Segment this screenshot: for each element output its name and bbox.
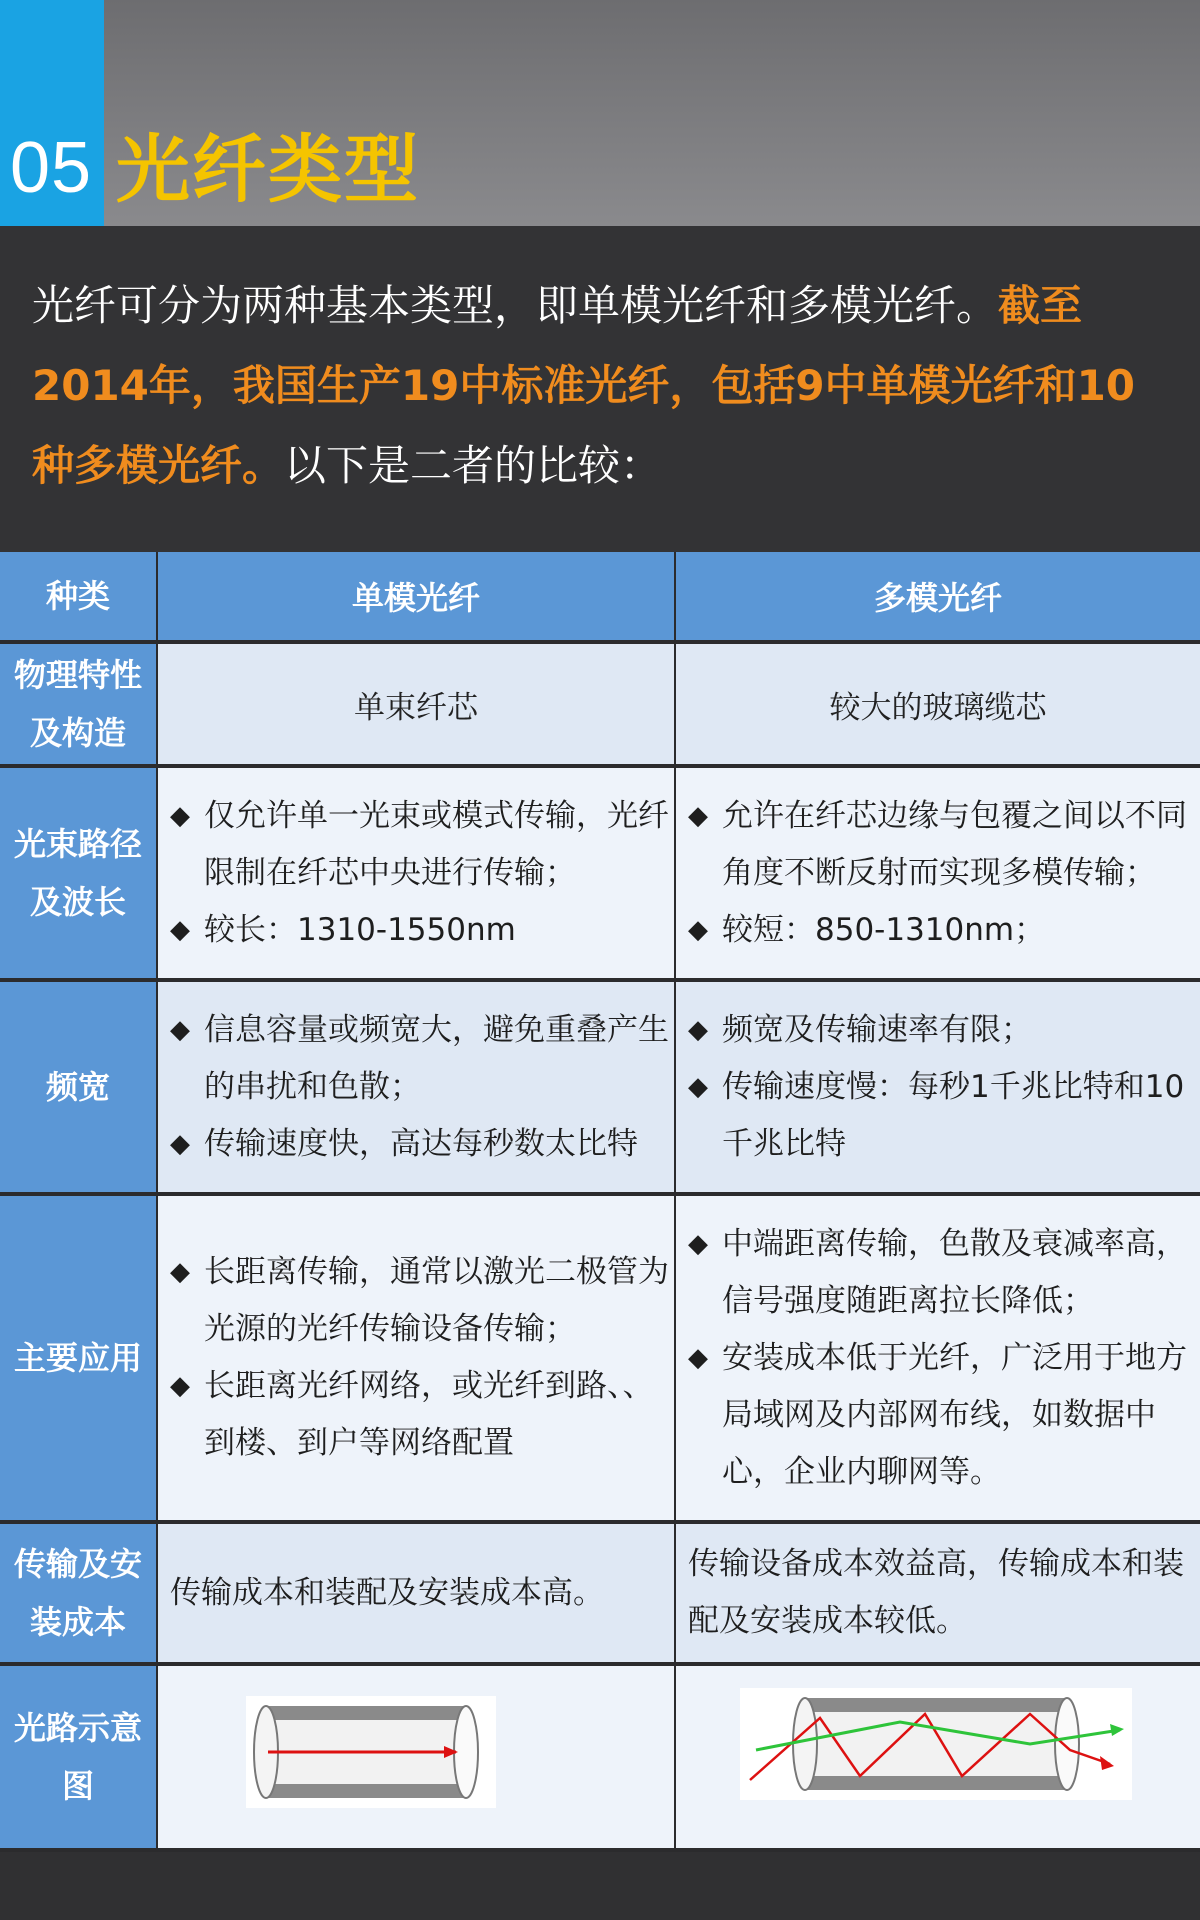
intro-part1: 光纤可分为两种基本类型，即单模光纤和多模光纤。 xyxy=(32,281,999,330)
header-category: 种类 xyxy=(0,552,156,640)
bullet-text: 中端距离传输，色散及衰减率高，信号强度随距离拉长降低； xyxy=(722,1225,1187,1319)
bullet-text: 较短：850-1310nm； xyxy=(722,911,1046,948)
table-row xyxy=(0,1666,1200,1848)
bullet-text: 长距离光纤网络，或光纤到路、、到楼、到户等网络配置 xyxy=(204,1368,654,1461)
bullet-text: 传输速度慢：每秒1千兆比特和10千兆比特 xyxy=(722,1068,1185,1162)
row-label: 光束路径及波长 xyxy=(0,768,156,978)
diamond-bullet-icon: ◆ xyxy=(688,1228,708,1259)
multi-cell xyxy=(676,982,1200,1192)
single-cell: 传输成本和装配及安装成本高。 xyxy=(158,1524,674,1662)
row-label: 频宽 xyxy=(0,982,156,1192)
row-label: 传输及安装成本 xyxy=(0,1524,156,1662)
multi-cell: 较大的玻璃缆芯 xyxy=(676,644,1200,764)
diamond-bullet-icon: ◆ xyxy=(170,1128,190,1159)
bullet-text: 允许在纤芯边缘与包覆之间以不同角度不断反射而实现多模传输； xyxy=(722,797,1187,891)
table-row xyxy=(0,644,1200,764)
diamond-bullet-icon: ◆ xyxy=(170,1014,190,1045)
bullet-text: 频宽及传输速率有限； xyxy=(722,1011,1032,1048)
bullet-text: 信息容量或频宽大，避免重叠产生的串扰和色散； xyxy=(204,1011,669,1105)
table-row xyxy=(0,1524,1200,1662)
table-header-row xyxy=(0,552,1200,640)
bullet-text: 安装成本低于光纤，广泛用于地方局域网及内部网布线，如数据中心，企业内聊网等。 xyxy=(722,1339,1187,1490)
intro-text xyxy=(32,266,1172,506)
single-cell xyxy=(158,1196,674,1520)
single-cell xyxy=(158,982,674,1192)
intro-part2: 以下是二者的比较： xyxy=(284,441,663,490)
multi-mode-diagram xyxy=(740,1688,1132,1800)
multi-cell xyxy=(676,1196,1200,1520)
table-row xyxy=(0,768,1200,978)
diamond-bullet-icon: ◆ xyxy=(170,1371,190,1401)
diamond-bullet-icon: ◆ xyxy=(688,1014,708,1045)
bullet-text: 较长：1310-1550nm xyxy=(204,911,516,948)
single-mode-diagram xyxy=(246,1696,496,1808)
single-cell xyxy=(158,768,674,978)
diamond-bullet-icon: ◆ xyxy=(688,914,708,945)
multi-cell: 传输设备成本效益高，传输成本和装配及安装成本较低。 xyxy=(676,1524,1200,1662)
row-label: 主要应用 xyxy=(0,1196,156,1520)
table-row xyxy=(0,1196,1200,1520)
section-number: 05 xyxy=(10,128,93,208)
diamond-bullet-icon: ◆ xyxy=(688,1071,708,1102)
diamond-bullet-icon: ◆ xyxy=(170,1257,190,1287)
multi-cell xyxy=(676,768,1200,978)
diamond-bullet-icon: ◆ xyxy=(688,800,708,831)
diamond-bullet-icon: ◆ xyxy=(170,800,190,831)
row-label: 光路示意图 xyxy=(0,1666,156,1848)
row-label: 物理特性及构造 xyxy=(0,644,156,764)
footer-bar xyxy=(0,1852,1200,1920)
bullet-text: 仅允许单一光束或模式传输，光纤限制在纤芯中央进行传输； xyxy=(204,797,669,891)
intro-highlight: 截至2014年，我国生产19中标准光纤，包括9中单模光纤和10种多模光纤。 xyxy=(32,281,1136,490)
bullet-text: 传输速度快，高达每秒数太比特 xyxy=(204,1125,638,1162)
single-cell xyxy=(158,1666,674,1848)
section-title: 光纤类型 xyxy=(116,127,420,213)
header-multi-mode: 多模光纤 xyxy=(676,552,1200,640)
bullet-text: 长距离传输，通常以激光二极管为光源的光纤传输设备传输； xyxy=(204,1254,669,1347)
diamond-bullet-icon: ◆ xyxy=(170,914,190,945)
single-cell: 单束纤芯 xyxy=(158,644,674,764)
diamond-bullet-icon: ◆ xyxy=(688,1342,708,1373)
table-row xyxy=(0,982,1200,1192)
header-single-mode: 单模光纤 xyxy=(158,552,674,640)
intro-panel xyxy=(0,226,1200,552)
multi-cell xyxy=(676,1666,1200,1848)
